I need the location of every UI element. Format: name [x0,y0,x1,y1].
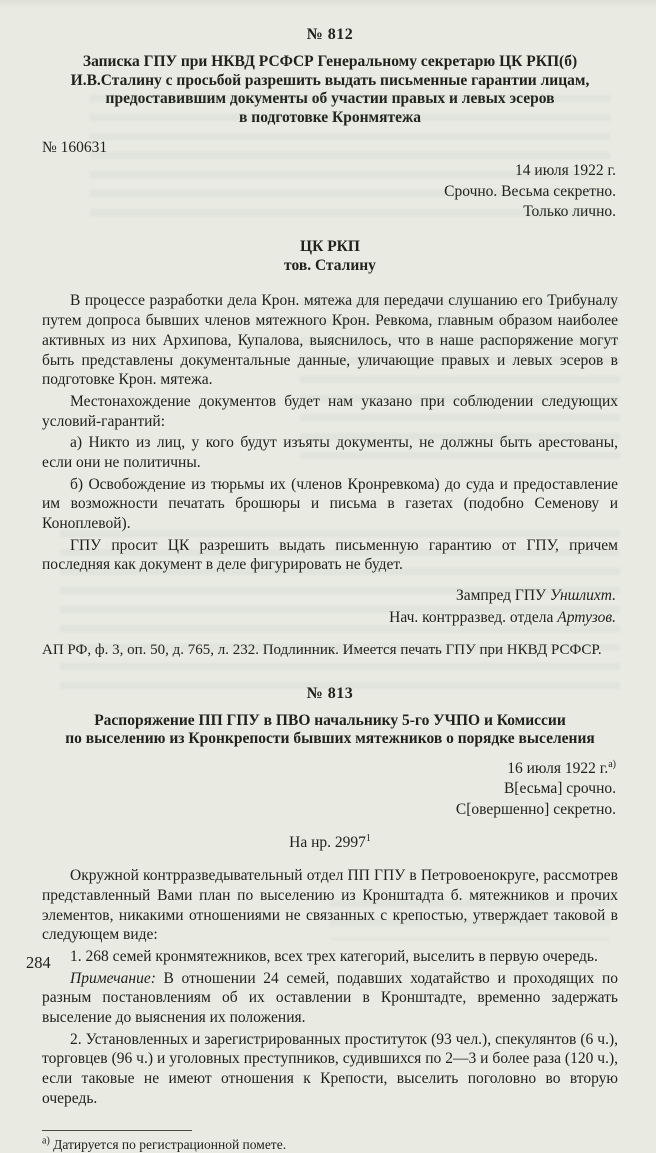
footnote-marker: а) [42,1135,50,1147]
doc-812-paragraph: б) Освобождение из тюрьмы их (членов Кронревкома) до суда и предоставление им возможности печатать брошюры и письма в газетах (подобно Семенову и Коноплевой). [42,475,618,532]
doc-813-paragraph: 2. Установленных и зарегистрированных проституток (93 чел.), спекулянтов (6 ч.), торговцев (96 ч.) и уголовных преступников, судившихся по 2—3 и более раза (120 ч.), если таковые не имеют отношения к Крепости, выселить поголовно во вторую очередь. [42,1030,618,1107]
doc-813-note-paragraph [42,969,618,1028]
signature-name: Артузов. [557,609,616,627]
endnote-marker: 1 [365,833,371,845]
doc-813-title-line: по выселению из Кронкрепости бывших мятежников о порядке выселения [65,730,595,748]
doc-812-number: № 812 [306,26,354,43]
footnote-block [42,1130,618,1153]
doc-812-date: 14 июля 1922 г. [515,162,616,180]
doc-812-title-line: в подготовке Кронмятежа [239,108,421,126]
doc-812-archive-reference: АП РФ, ф. 3, оп. 50, д. 765, л. 232. Подлинник. Имеется печать ГПУ при НКВД РСФСР. [42,641,602,658]
doc-812-signatures [42,585,616,630]
addressee-line: тов. Сталину [284,257,376,275]
footnote-rule [42,1130,192,1131]
doc-812-registration-number: № 160631 [42,139,108,157]
doc-812-paragraph: а) Никто из лиц, у кого будут изъяты документы, не должны быть арестованы, если они не политичны. [42,434,618,471]
doc-813-number: № 813 [306,684,354,702]
footnote-marker: а) [608,758,616,770]
signature-line [42,607,616,629]
doc-812-title-line: Записка ГПУ при НКВД РСФСР Генеральному секретарю ЦК РКП(б) [82,53,578,70]
doc-813-paragraph: Окружной контрразведывательный отдел ПП ГПУ в Петровоенокруге, рассмотрев представленный Вами план по выселению из Кронштадта б. мятежников и прочих элементов, никакими отношениями не связанных с крепостью, утверждает таковой в следующем виде: [42,867,618,944]
doc-813-date: 16 июля 1922 г.$^{а)}$ [507,758,616,778]
note-label: Примечание: [70,969,156,987]
doc-812-urgency: Срочно. Весьма секретно. [444,182,616,200]
doc-812-paragraph: ГПУ просит ЦК разрешить выдать письменную гарантию от ГПУ, причем последняя как документ в деле фигурировать не будет. [42,536,618,574]
document-812 [42,26,618,659]
doc-813-secrecy: С[овершенно] секретно. [455,800,616,818]
doc-812-title-line: предоставившим документы об участии правых и левых эсеров [105,90,555,108]
doc-812-paragraph: В процессе разработки дела Крон. мятежа для передачи слушанию его Трибуналу путем допроса бывших членов мятежного Крон. Ревкома, главным образом наиболее активных из них Архипова, Купалова, выяснилось, что в наше распоряжение могут быть представлены документальные данные, уличающие правых и левых эсеров в подготовке Крон. мятежа. [42,292,618,389]
doc-812-secrecy: Только лично. [523,203,616,221]
doc-812-addressee [42,237,618,276]
note-text: В отношении 24 семей, подавших ходатайство и проходящих по разным постановлениям об их оставлении в Кронштадте, временно задержать выселение до выяснения их положения. [42,969,618,1027]
page-number: 284 [26,953,51,972]
addressee-line: ЦК РКП [300,237,360,255]
doc-812-paragraph: Местонахождение документов будет нам указано при соблюдении следующих условий-гарантий: [42,392,618,430]
signature-name: Уншлихт. [549,586,616,604]
doc-813-reference-line: На нр. 2997$^1$ [289,833,371,852]
document-813 [42,685,618,1109]
doc-812-title [42,53,618,127]
doc-813-title [42,712,618,749]
doc-813-date-block [42,759,616,820]
doc-813-title-line: Распоряжение ПП ГПУ в ПВО начальнику 5-го УЧПО и Комиссии [94,711,566,729]
doc-812-date-block [42,161,616,222]
signature-line [42,585,616,607]
footnote-text: Датируется по регистрационной помете. [49,1137,287,1153]
footnote [42,1137,618,1153]
signature-role: Зампред ГПУ [455,586,550,604]
signature-role: Нач. контрразвед. отдела [389,609,558,627]
doc-812-title-line: И.В.Сталину с просьбой разрешить выдать письменные гарантии лицам, [70,71,590,89]
doc-813-urgency: В[есьма] срочно. [503,780,616,798]
doc-813-paragraph: 1. 268 семей кронмятежников, всех трех категорий, выселить в первую очередь. [70,948,598,966]
